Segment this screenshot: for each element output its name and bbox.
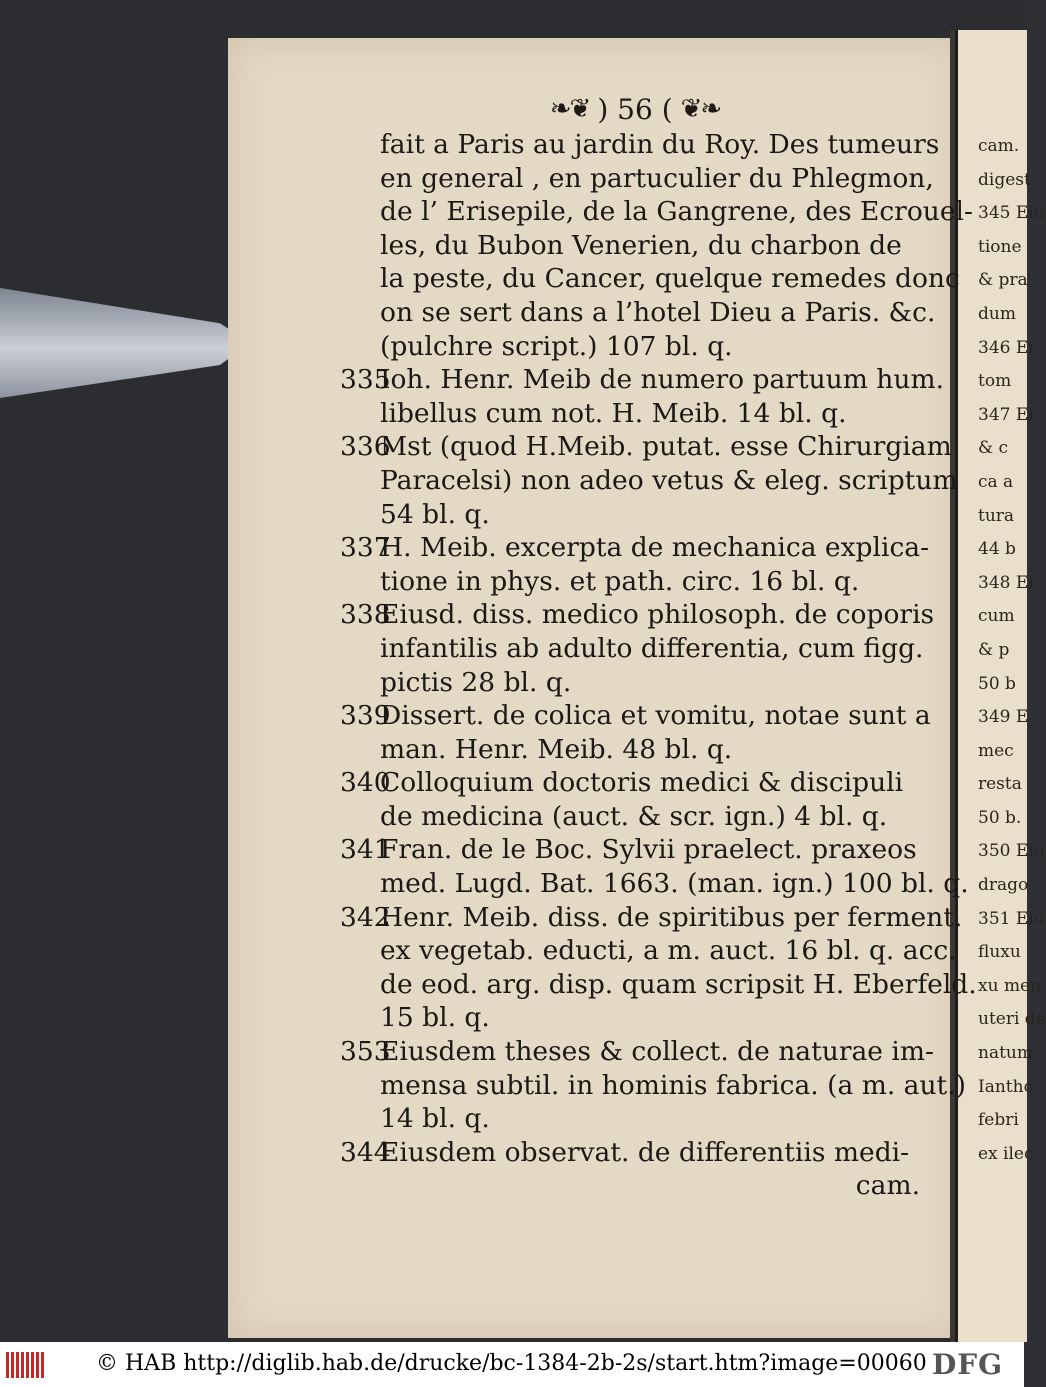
- line-text: Mst (quod H.Meib. putat. esse Chirurgiam: [380, 431, 952, 463]
- line-text: en general , en partuculier du Phlegmon,: [380, 162, 934, 194]
- text-line: [340, 901, 963, 935]
- text-line: [340, 195, 973, 229]
- line-text: de l’ Erisepile, de la Gangrene, des Ecrouel-: [380, 196, 973, 228]
- edge-fragment: tom: [978, 371, 1012, 392]
- entry-number: 341: [340, 834, 391, 866]
- entry-number: 335: [340, 364, 391, 396]
- line-text: med. Lugd. Bat. 1663. (man. ign.) 100 bl. q.: [380, 868, 969, 900]
- text-line: [340, 363, 944, 397]
- hab-logo-icon: [6, 1352, 46, 1378]
- edge-fragment: febri: [978, 1110, 1019, 1131]
- entry-number: 338: [340, 599, 391, 631]
- entry-number: 340: [340, 767, 391, 799]
- left-ornament: ❧❦: [549, 94, 590, 124]
- line-text: tione in phys. et path. circ. 16 bl. q.: [380, 565, 860, 597]
- copyright-url[interactable]: © HAB http://diglib.hab.de/drucke/bc-1384-2b-2s/start.htm?image=00060: [96, 1351, 927, 1376]
- edge-fragment: natum: [978, 1043, 1033, 1064]
- edge-fragment: & pra: [978, 270, 1028, 291]
- edge-fragment: 346 Ei: [978, 337, 1034, 358]
- edge-fragment: 350 Eiu: [978, 841, 1045, 862]
- edge-fragment: 50 b.: [978, 807, 1022, 828]
- text-line: [340, 699, 931, 733]
- text-line: [340, 565, 920, 599]
- text-line: [340, 162, 934, 196]
- text-line: [340, 464, 958, 498]
- line-text: la peste, du Cancer, quelque remedes donc: [380, 263, 960, 295]
- edge-fragment: & p: [978, 639, 1010, 660]
- edge-fragment: Iantho: [978, 1076, 1034, 1097]
- line-text: Dissert. de colica et vomitu, notae sunt a: [380, 700, 931, 732]
- edge-fragment: ex ilec: [978, 1143, 1034, 1164]
- text-line: [340, 1102, 920, 1136]
- text-line: [340, 632, 924, 666]
- text-line: [340, 598, 935, 632]
- text-line: [340, 229, 920, 263]
- edge-fragment: resta: [978, 774, 1022, 795]
- line-text: H. Meib. excerpta de mechanica explica-: [380, 532, 930, 564]
- line-text: Eiusdem theses & collect. de naturae im-: [380, 1036, 934, 1068]
- line-text: 15 bl. q.: [380, 1002, 490, 1034]
- edge-fragment: 349 E: [978, 707, 1029, 728]
- edge-fragment: ca a: [978, 471, 1014, 492]
- line-text: 14 bl. q.: [380, 1103, 490, 1135]
- text-line: [340, 128, 940, 162]
- edge-fragment: & c: [978, 438, 1009, 459]
- line-text: on se sert dans a l’hotel Dieu a Paris. &c.: [380, 296, 936, 328]
- text-line: [340, 766, 920, 800]
- entry-number: 344: [340, 1136, 391, 1168]
- edge-fragment: 347 Ei: [978, 404, 1034, 425]
- line-text: Colloquium doctoris medici & discipuli: [380, 767, 904, 799]
- text-line: [340, 531, 930, 565]
- line-text: pictis 28 bl. q.: [380, 666, 572, 698]
- edge-fragment: cam.: [978, 136, 1020, 156]
- line-text: libellus cum not. H. Meib. 14 bl. q.: [380, 397, 847, 429]
- catalog-text: [340, 128, 977, 1203]
- edge-fragment: 44 b: [978, 539, 1016, 560]
- edge-fragment: 345 Eiu: [978, 203, 1045, 224]
- edge-fragment: 351 Eiu: [978, 908, 1045, 929]
- line-text: Paracelsi) non adeo vetus & eleg. scriptum: [380, 464, 958, 496]
- text-line: [340, 1035, 934, 1069]
- text-line: [340, 397, 920, 431]
- line-text: Eiusdem observat. de differentiis medi-: [380, 1136, 910, 1168]
- text-line: [340, 934, 957, 968]
- line-text: Ioh. Henr. Meib de numero partuum hum.: [380, 364, 944, 396]
- line-text: Fran. de le Boc. Sylvii praelect. praxeos: [380, 834, 917, 866]
- line-text: infantilis ab adulto differentia, cum figg.: [380, 632, 924, 664]
- edge-fragment: tione: [978, 236, 1022, 257]
- text-line: [340, 666, 920, 700]
- text-line: [340, 867, 969, 901]
- right-ornament: ❦❧: [680, 94, 721, 124]
- line-text: fait a Paris au jardin du Roy. Des tumeurs: [380, 129, 940, 160]
- text-line: [340, 968, 977, 1002]
- line-text: Eiusd. diss. medico philosoph. de coporis: [380, 599, 935, 631]
- text-line: [340, 800, 920, 834]
- dfg-logo: DFG: [932, 1348, 1004, 1381]
- edge-fragment: drago: [978, 875, 1029, 896]
- text-line: [340, 498, 920, 532]
- line-text: mensa subtil. in hominis fabrica. (a m. aut.): [380, 1069, 966, 1101]
- edge-fragment: tura: [978, 505, 1015, 526]
- entry-number: 353: [340, 1036, 391, 1068]
- line-text: (pulchre script.) 107 bl. q.: [380, 330, 733, 362]
- edge-fragment: digest: [978, 169, 1031, 190]
- entry-number: 342: [340, 901, 391, 933]
- text-line: [340, 1136, 920, 1170]
- text-line: [340, 1001, 920, 1035]
- edge-fragment: 50 b: [978, 673, 1016, 694]
- text-line: [340, 733, 920, 767]
- line-text: Henr. Meib. diss. de spiritibus per ferment.: [380, 901, 963, 933]
- text-line: [340, 330, 920, 364]
- text-line: [340, 833, 920, 867]
- line-text: man. Henr. Meib. 48 bl. q.: [380, 733, 733, 765]
- edge-fragment: xu men: [978, 975, 1042, 996]
- line-text: ex vegetab. educti, a m. auct. 16 bl. q. acc.: [380, 935, 957, 967]
- text-line: [340, 296, 936, 330]
- entry-number: 337: [340, 532, 391, 564]
- edge-fragment: 348 Ei: [978, 572, 1034, 593]
- line-text: de eod. arg. disp. quam scripsit H. Eberfeld.: [380, 968, 977, 1000]
- text-line: [340, 262, 960, 296]
- entry-number: 339: [340, 700, 391, 732]
- edge-fragment: fluxu: [978, 942, 1021, 963]
- catchword: cam.: [855, 1170, 920, 1202]
- edge-fragment: uteri de: [978, 1009, 1046, 1030]
- line-text: de medicina (auct. & scr. ign.) 4 bl. q.: [380, 800, 888, 832]
- edge-fragment: cum: [978, 606, 1015, 627]
- facing-page-text: [978, 130, 1046, 1171]
- page-number: ) 56 (: [597, 92, 673, 126]
- line-text: les, du Bubon Venerien, du charbon de: [380, 229, 902, 261]
- edge-fragment: dum: [978, 303, 1016, 324]
- text-line: [340, 430, 952, 464]
- page-header: [530, 92, 740, 126]
- line-text: 54 bl. q.: [380, 498, 490, 530]
- edge-fragment: mec: [978, 740, 1014, 761]
- entry-number: 336: [340, 431, 391, 463]
- text-line: [340, 1069, 966, 1103]
